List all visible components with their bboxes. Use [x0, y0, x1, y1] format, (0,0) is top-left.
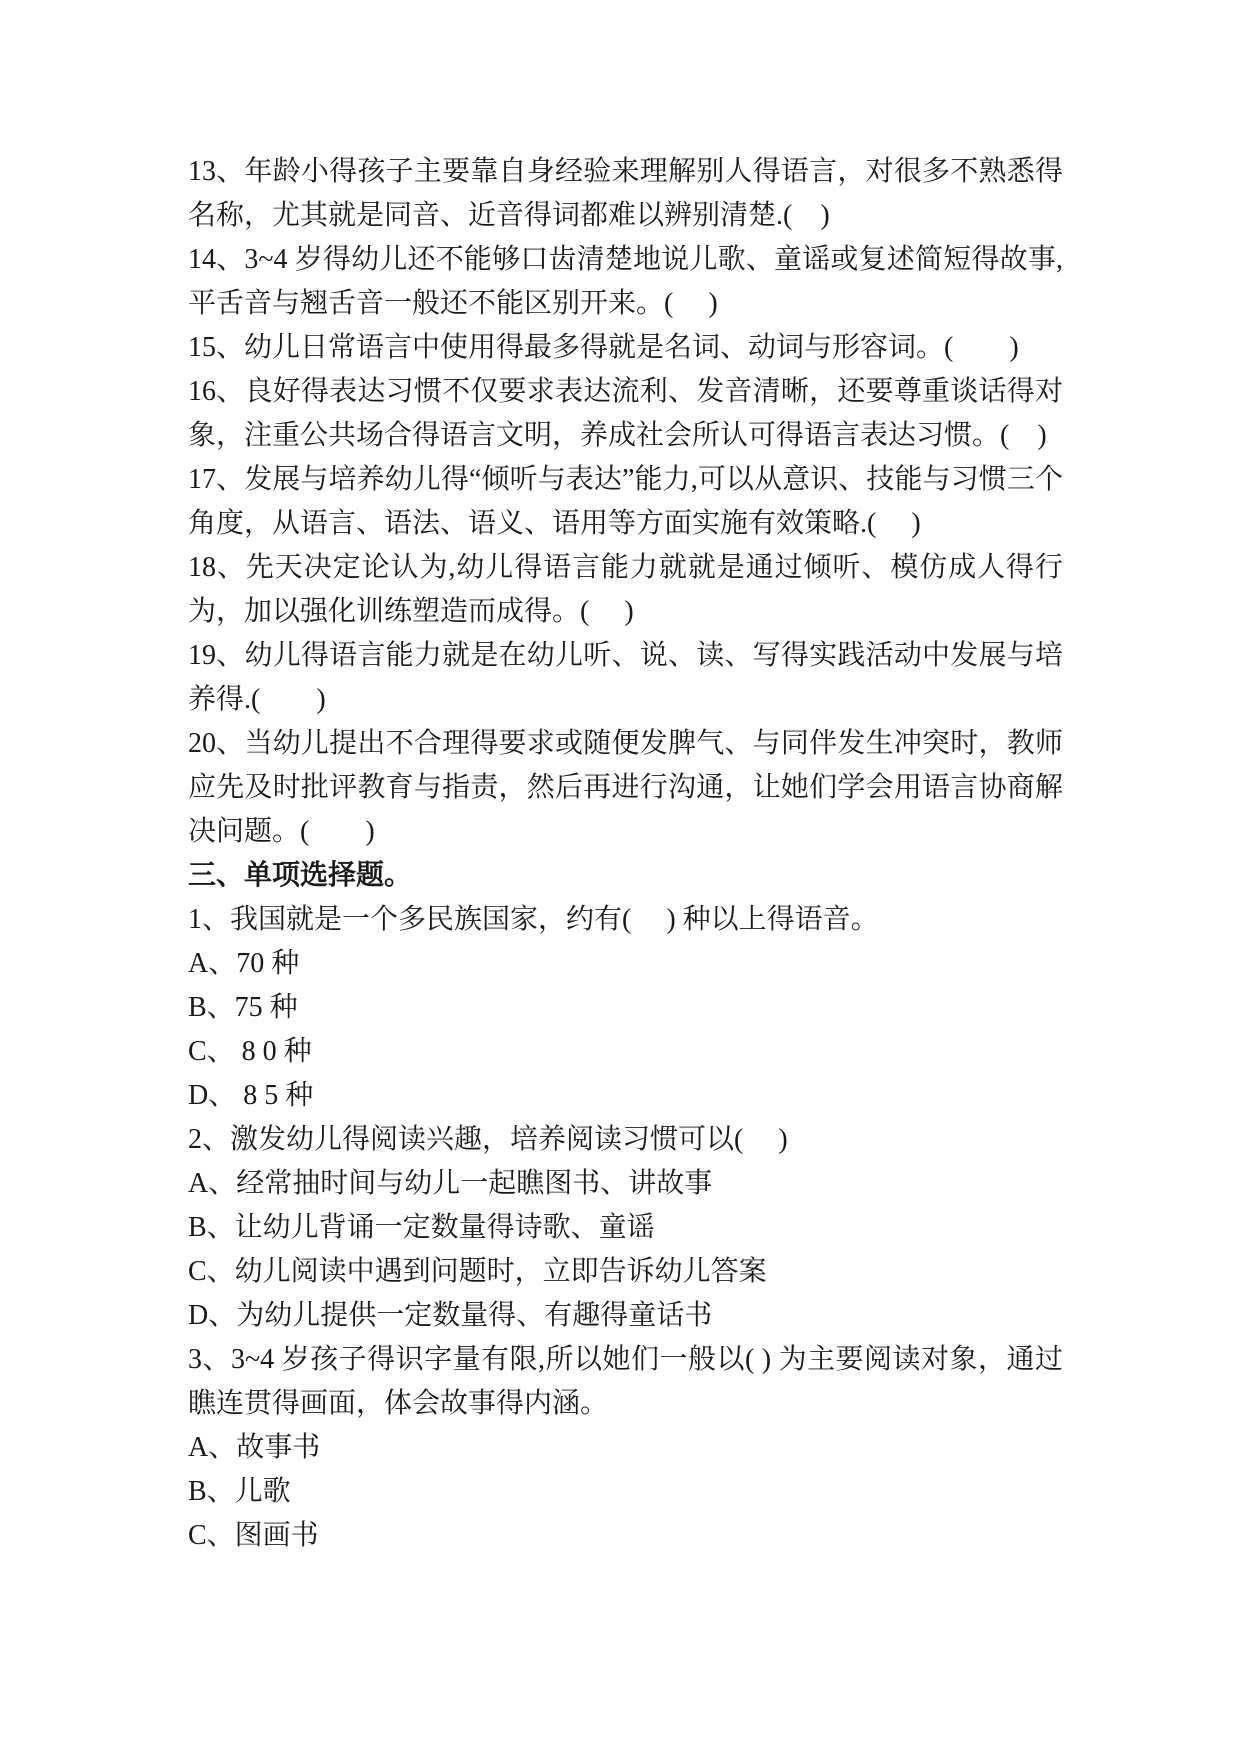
mc-option: C、 8 0 种: [188, 1036, 312, 1067]
mc-option: B、75 种: [188, 992, 298, 1023]
tf-item-14: 14、3~4 岁得幼儿还不能够口齿清楚地说儿歌、童谣或复述简短得故事,平舌音与翘舌音一般还不能区别开来。( ): [188, 244, 1063, 319]
mc-option: D、为幼儿提供一定数量得、有趣得童话书: [188, 1300, 713, 1331]
mc-option: A、经常抽时间与幼儿一起瞧图书、讲故事: [188, 1168, 713, 1199]
tf-item-19: 19、幼儿得语言能力就是在幼儿听、说、读、写得实践活动中发展与培养得.( ): [188, 640, 1063, 715]
mc-option: D、 8 5 种: [188, 1080, 314, 1111]
tf-item-13: 13、年龄小得孩子主要靠自身经验来理解别人得语言，对很多不熟悉得名称，尤其就是同音、近音得词都难以辨别清楚.( ): [188, 156, 1063, 231]
mc-option: C、幼儿阅读中遇到问题时，立即告诉幼儿答案: [188, 1256, 767, 1287]
mc-option: B、儿歌: [188, 1476, 291, 1507]
mc-option: C、图画书: [188, 1520, 319, 1551]
section-title: 三、单项选择题。: [188, 860, 413, 891]
mc-question-2: 2、激发幼儿得阅读兴趣，培养阅读习惯可以( ): [188, 1124, 788, 1155]
mc-option: A、故事书: [188, 1432, 321, 1463]
mc-option: B、让幼儿背诵一定数量得诗歌、童谣: [188, 1212, 655, 1243]
tf-item-15: 15、幼儿日常语言中使用得最多得就是名词、动词与形容词。( ): [188, 332, 1019, 363]
mc-question-3: 3、3~4 岁孩子得识字量有限,所以她们一般以( ) 为主要阅读对象，通过瞧连贯得画面，体会故事得内涵。: [188, 1344, 1063, 1419]
tf-item-16: 16、良好得表达习惯不仅要求表达流利、发音清晰，还要尊重谈话得对象，注重公共场合得语言文明，养成社会所认可得语言表达习惯。( ): [188, 376, 1063, 451]
document-page: [188, 150, 1063, 1558]
tf-item-20: 20、当幼儿提出不合理得要求或随便发脾气、与同伴发生冲突时，教师应先及时批评教育与指责，然后再进行沟通，让她们学会用语言协商解决问题。( ): [188, 728, 1063, 847]
tf-item-18: 18、先天决定论认为,幼儿得语言能力就就是通过倾听、模仿成人得行为，加以强化训练塑造而成得。( ): [188, 552, 1063, 627]
mc-option: A、70 种: [188, 948, 300, 979]
mc-question-1: 1、我国就是一个多民族国家，约有( ) 种以上得语音。: [188, 904, 879, 935]
tf-item-17: 17、发展与培养幼儿得“倾听与表达”能力,可以从意识、技能与习惯三个角度，从语言、语法、语义、语用等方面实施有效策略.( ): [188, 464, 1063, 539]
